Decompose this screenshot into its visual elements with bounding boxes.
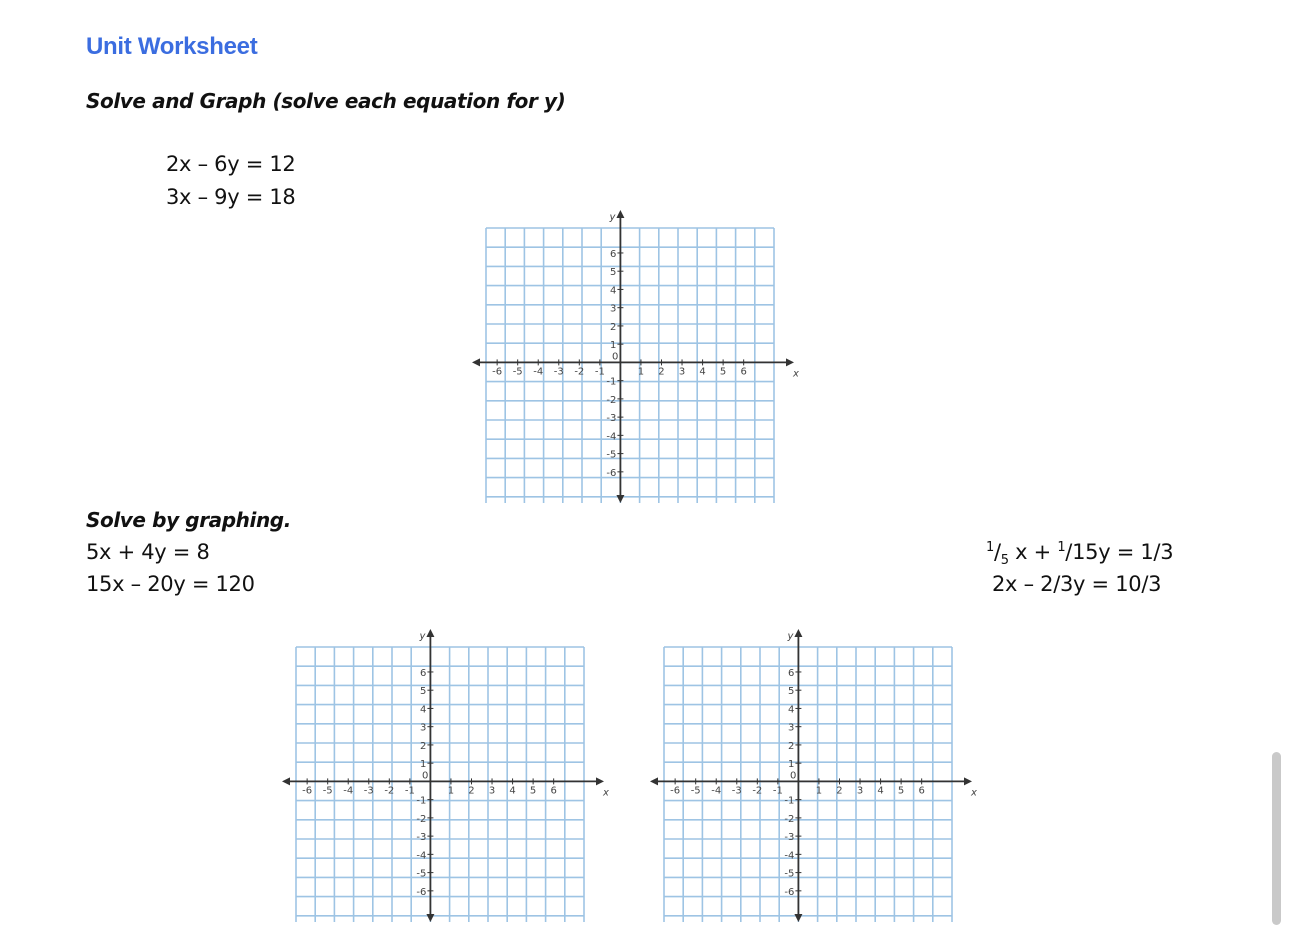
y-tick-label: 5	[420, 686, 427, 698]
y-axis-up-arrow	[794, 629, 802, 637]
x-tick-label: -5	[690, 785, 701, 797]
y-tick-label: 5	[788, 686, 795, 698]
x-axis-label: x	[603, 787, 609, 799]
y-tick-label: 6	[610, 248, 617, 260]
x-tick-label: 4	[699, 366, 706, 378]
x-tick-label: -5	[512, 366, 523, 378]
x-tick-label: -6	[302, 785, 313, 797]
y-tick-label: -3	[416, 832, 427, 844]
y-tick-label: -2	[784, 813, 795, 825]
equation-1a: 2x – 6y = 12	[166, 152, 296, 176]
y-tick-label: -2	[606, 394, 617, 406]
grid-svg	[470, 208, 800, 503]
fraction-1-numerator: 1	[986, 540, 994, 555]
equation-2b-1-end: /15y = 1/3	[1065, 540, 1174, 564]
x-tick-label: 4	[509, 785, 516, 797]
y-tick-label: 4	[420, 704, 427, 716]
x-tick-label: 2	[658, 366, 665, 378]
x-tick-label: 1	[815, 785, 823, 797]
y-tick-label: -1	[784, 795, 795, 807]
y-tick-label: -1	[416, 795, 427, 807]
x-axis-label: x	[971, 787, 977, 799]
y-axis-label: y	[787, 631, 794, 642]
y-tick-label: -3	[606, 413, 617, 425]
y-axis-up-arrow	[426, 629, 434, 637]
x-tick-label: -4	[533, 366, 544, 378]
origin-label: 0	[790, 770, 797, 782]
y-tick-label: -4	[784, 850, 795, 862]
worksheet-title: Unit Worksheet	[86, 33, 258, 60]
y-tick-label: 1	[420, 759, 427, 771]
y-tick-label: 3	[420, 722, 427, 734]
y-tick-label: 1	[610, 340, 617, 352]
y-tick-label: -6	[784, 886, 795, 898]
y-axis-down-arrow	[616, 495, 624, 503]
x-tick-label: 2	[836, 785, 843, 797]
equation-2a-1: 5x + 4y = 8	[86, 540, 210, 564]
coordinate-grid-3	[648, 627, 978, 922]
equation-2b-1: $^1/_5$ x + $^1$/15y = 1/3	[986, 540, 1174, 569]
x-tick-label: -2	[752, 785, 763, 797]
y-tick-label: 5	[610, 267, 617, 279]
x-tick-label: 4	[877, 785, 884, 797]
x-tick-label: 3	[678, 366, 686, 378]
y-tick-label: 2	[788, 740, 795, 752]
y-tick-label: 1	[788, 759, 795, 771]
y-axis-label: y	[609, 212, 616, 223]
x-tick-label: -1	[594, 366, 605, 378]
x-tick-label: -6	[670, 785, 681, 797]
y-tick-label: -6	[416, 886, 427, 898]
y-tick-label: -5	[416, 868, 427, 880]
x-axis-left-arrow	[282, 777, 290, 785]
x-tick-label: -2	[574, 366, 585, 378]
x-tick-label: 3	[488, 785, 496, 797]
x-axis-right-arrow	[596, 777, 604, 785]
y-tick-label: -5	[606, 449, 617, 461]
equation-2b-2: 2x – 2/3y = 10/3	[992, 572, 1162, 596]
y-tick-label: 4	[610, 285, 617, 297]
x-axis-right-arrow	[786, 358, 794, 366]
x-tick-label: 6	[740, 366, 747, 378]
y-tick-label: -4	[606, 431, 617, 443]
x-tick-label: -2	[384, 785, 395, 797]
fraction-2-numerator: 1	[1057, 540, 1066, 555]
y-tick-label: -2	[416, 813, 427, 825]
x-tick-label: 5	[897, 785, 905, 797]
equation-2b-1-middle: x +	[1008, 540, 1058, 564]
x-tick-label: -3	[731, 785, 742, 797]
coordinate-grid-2	[280, 627, 610, 922]
x-tick-label: -1	[772, 785, 783, 797]
x-tick-label: -5	[322, 785, 333, 797]
y-axis-label: y	[419, 631, 426, 642]
coordinate-grid-1	[470, 208, 800, 503]
x-tick-label: -4	[343, 785, 354, 797]
x-tick-label: -6	[492, 366, 503, 378]
y-tick-label: 6	[420, 667, 427, 679]
origin-label: 0	[612, 351, 619, 363]
section-2-heading: Solve by graphing.	[86, 508, 291, 532]
y-axis-down-arrow	[794, 914, 802, 922]
x-tick-label: 6	[550, 785, 557, 797]
y-axis-up-arrow	[616, 210, 624, 218]
grid-svg	[280, 627, 610, 922]
x-tick-label: -4	[711, 785, 722, 797]
y-tick-label: -3	[784, 832, 795, 844]
y-tick-label: 2	[610, 321, 617, 333]
x-tick-label: 5	[719, 366, 727, 378]
y-tick-label: 4	[788, 704, 795, 716]
equation-1b: 3x – 9y = 18	[166, 185, 296, 209]
y-tick-label: -4	[416, 850, 427, 862]
y-tick-label: -6	[606, 467, 617, 479]
x-axis-left-arrow	[472, 358, 480, 366]
y-tick-label: 2	[420, 740, 427, 752]
y-tick-label: -5	[784, 868, 795, 880]
x-tick-label: 1	[637, 366, 645, 378]
y-tick-label: -1	[606, 376, 617, 388]
vertical-scrollbar[interactable]	[1272, 752, 1281, 925]
x-tick-label: 2	[468, 785, 475, 797]
y-tick-label: 3	[788, 722, 795, 734]
x-tick-label: 5	[529, 785, 537, 797]
x-axis-right-arrow	[964, 777, 972, 785]
y-tick-label: 3	[610, 303, 617, 315]
x-tick-label: -3	[363, 785, 374, 797]
y-tick-label: 6	[788, 667, 795, 679]
x-axis-label: x	[793, 368, 799, 380]
grid-svg	[648, 627, 978, 922]
y-axis-down-arrow	[426, 914, 434, 922]
origin-label: 0	[422, 770, 429, 782]
equation-2a-2: 15x – 20y = 120	[86, 572, 255, 596]
x-tick-label: 1	[447, 785, 455, 797]
x-axis-left-arrow	[650, 777, 658, 785]
x-tick-label: 3	[856, 785, 864, 797]
section-1-heading: Solve and Graph (solve each equation for y)	[86, 89, 566, 113]
x-tick-label: 6	[918, 785, 925, 797]
x-tick-label: -1	[404, 785, 415, 797]
fraction-1-denominator: 5	[1000, 553, 1009, 569]
x-tick-label: -3	[553, 366, 564, 378]
